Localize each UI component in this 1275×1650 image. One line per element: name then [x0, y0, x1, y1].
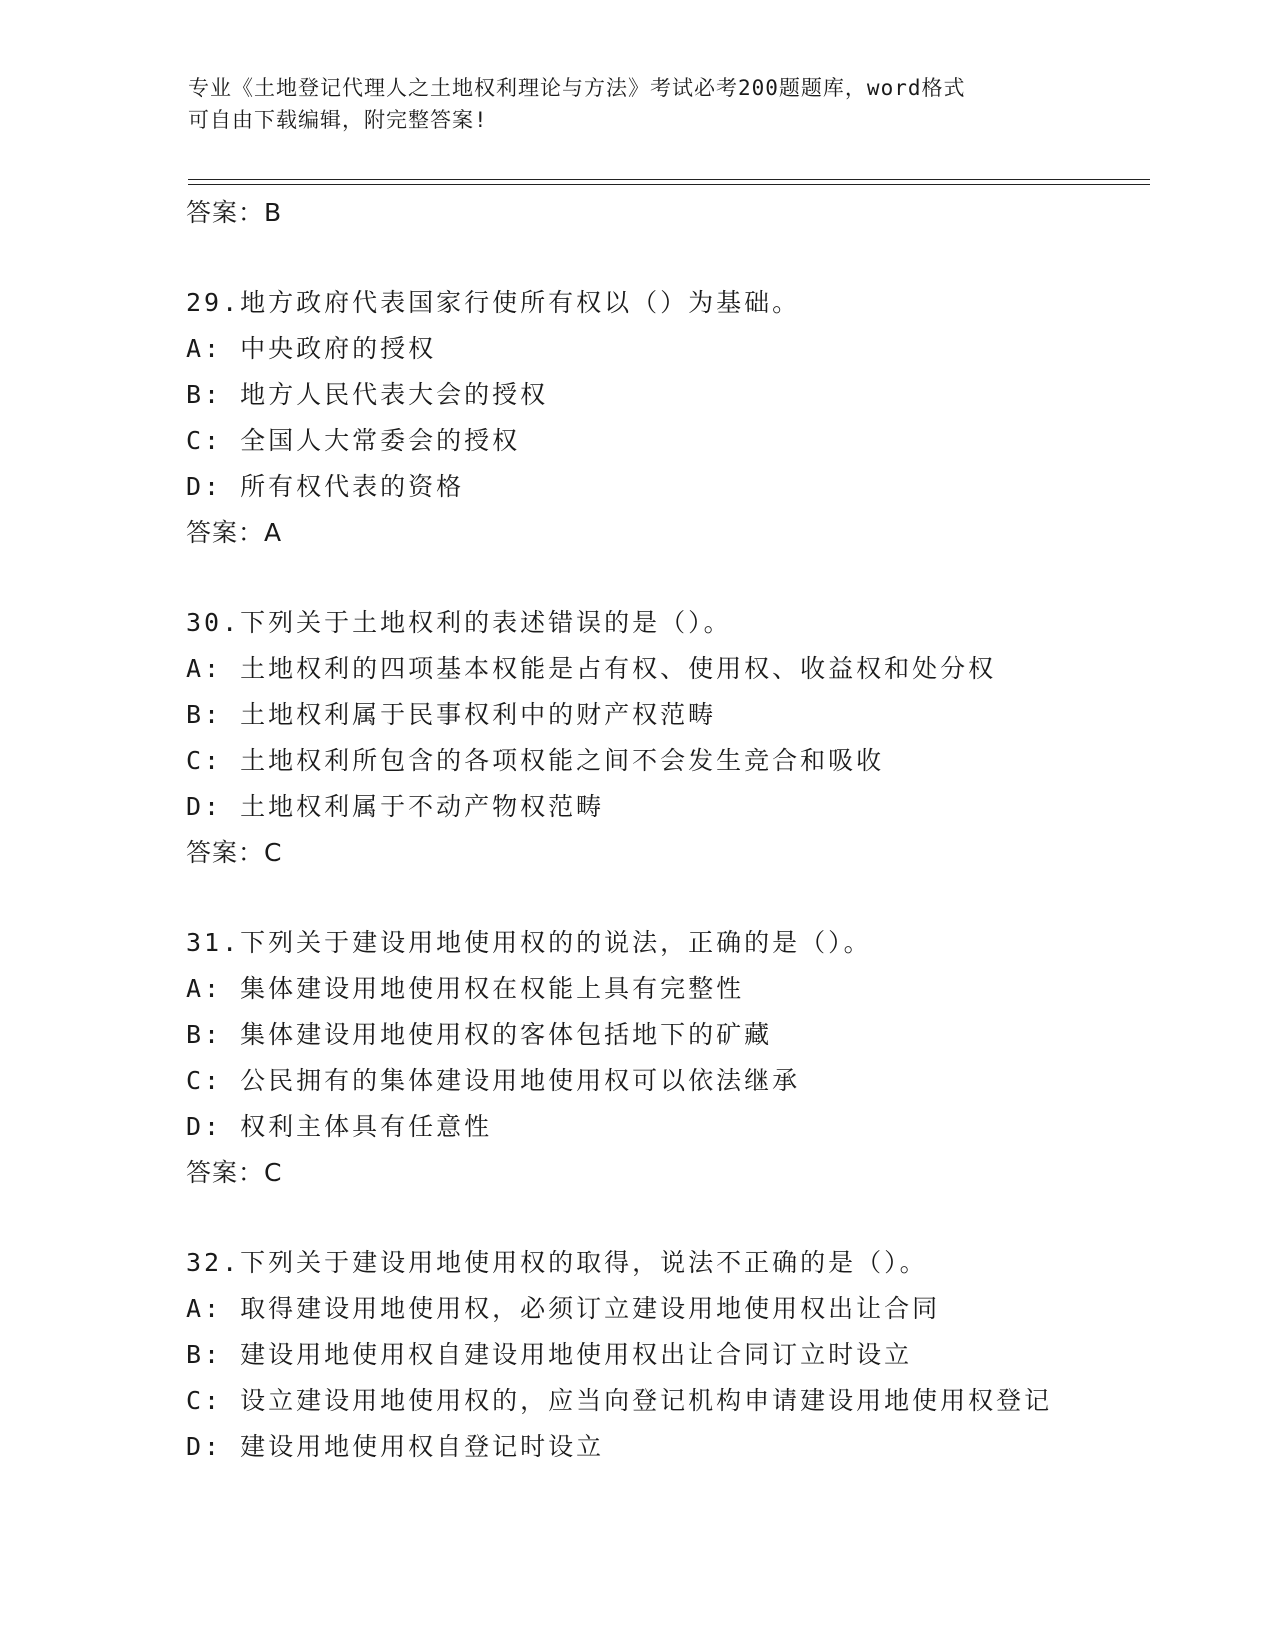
header-divider-bottom	[188, 184, 1150, 185]
option-d: D: 建设用地使用权自登记时设立	[186, 1432, 605, 1461]
option-a: A: 土地权利的四项基本权能是占有权、使用权、收益权和处分权	[186, 654, 997, 683]
option-c: C: 全国人大常委会的授权	[186, 426, 521, 455]
option-a: A: 中央政府的授权	[186, 334, 437, 363]
question-stem: 29.地方政府代表国家行使所有权以（）为基础。	[186, 288, 801, 317]
question-list	[186, 190, 1146, 1470]
option-b: B: 集体建设用地使用权的客体包括地下的矿藏	[186, 1020, 773, 1049]
answer-line: 答案：B	[186, 198, 283, 227]
question-31	[186, 920, 1146, 1196]
answer-line: 答案：A	[186, 518, 283, 547]
question-30	[186, 600, 1146, 876]
answer-line: 答案：C	[186, 1158, 283, 1187]
option-c: C: 土地权利所包含的各项权能之间不会发生竞合和吸收	[186, 746, 885, 775]
header-divider-top	[188, 179, 1150, 180]
option-c: C: 公民拥有的集体建设用地使用权可以依法继承	[186, 1066, 801, 1095]
option-a: A: 取得建设用地使用权，必须订立建设用地使用权出让合同	[186, 1294, 941, 1323]
option-d: D: 所有权代表的资格	[186, 472, 465, 501]
option-d: D: 权利主体具有任意性	[186, 1112, 493, 1141]
option-b: B: 土地权利属于民事权利中的财产权范畴	[186, 700, 717, 729]
option-a: A: 集体建设用地使用权在权能上具有完整性	[186, 974, 745, 1003]
question-stem: 30.下列关于土地权利的表述错误的是（）。	[186, 608, 732, 637]
option-d: D: 土地权利属于不动产物权范畴	[186, 792, 605, 821]
question-stem: 32.下列关于建设用地使用权的取得，说法不正确的是（）。	[186, 1248, 928, 1277]
question-32	[186, 1240, 1146, 1470]
header-line-1: 专业《土地登记代理人之土地权利理论与方法》考试必考200题题库，word格式	[188, 76, 966, 100]
option-b: B: 建设用地使用权自建设用地使用权出让合同订立时设立	[186, 1340, 913, 1369]
answer-line: 答案：C	[186, 838, 283, 867]
question-stem: 31.下列关于建设用地使用权的的说法，正确的是（）。	[186, 928, 872, 957]
option-c: C: 设立建设用地使用权的，应当向登记机构申请建设用地使用权登记	[186, 1386, 1053, 1415]
header-line-2: 可自由下载编辑，附完整答案!	[188, 108, 488, 132]
option-b: B: 地方人民代表大会的授权	[186, 380, 549, 409]
document-header	[188, 72, 1068, 136]
question-29	[186, 280, 1146, 556]
